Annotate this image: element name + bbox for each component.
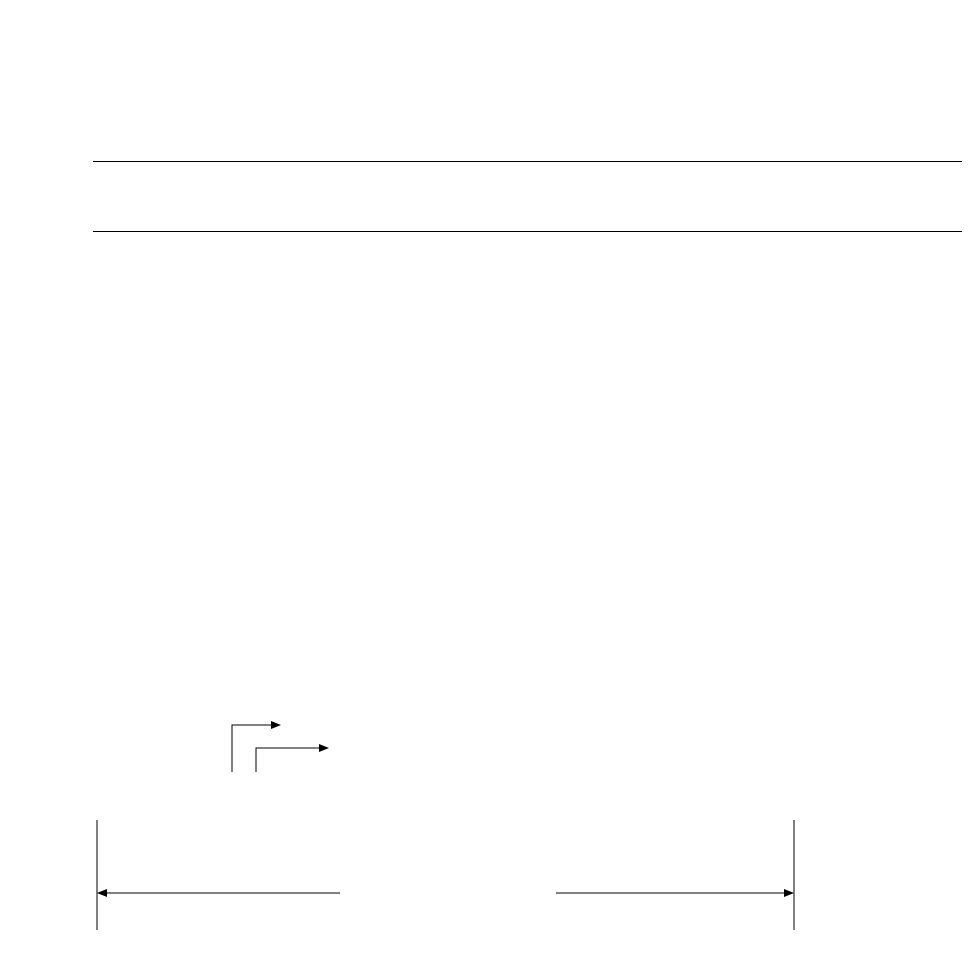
protocol-length-callout-line bbox=[256, 748, 328, 772]
